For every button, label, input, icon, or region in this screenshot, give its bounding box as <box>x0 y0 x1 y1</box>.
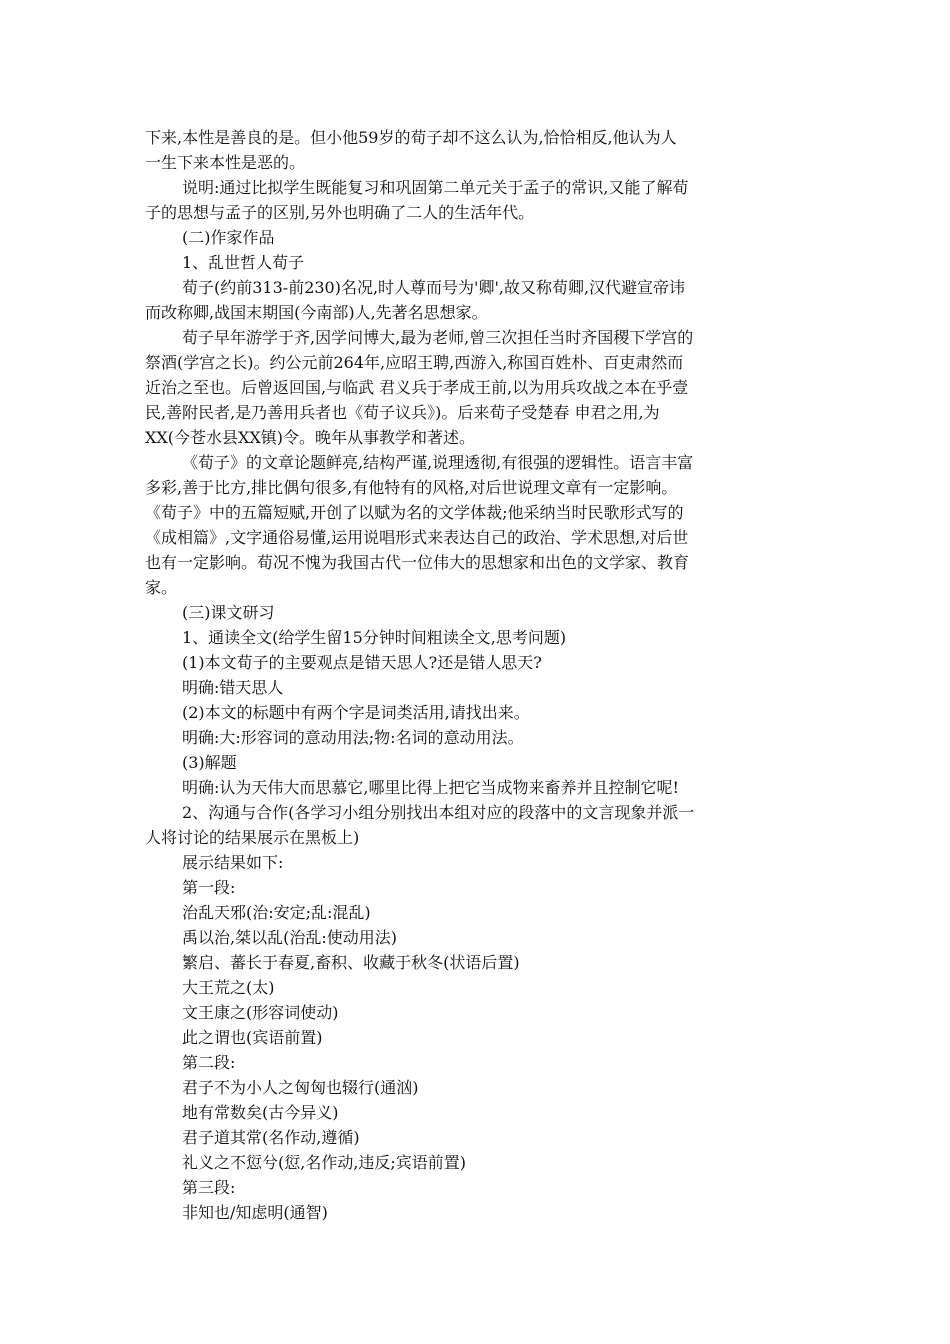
text-line: 大王荒之(太) <box>182 978 275 997</box>
text-line: 展示结果如下: <box>182 853 284 872</box>
text-line: 第二段: <box>182 1053 236 1072</box>
text-line: 荀子(约前313-前230)名况,时人尊而号为'卿',故又称荀卿,汉代避宣帝讳 <box>182 278 686 297</box>
text-line: (3)解题 <box>182 753 237 772</box>
text-line: 第三段: <box>182 1178 236 1197</box>
text-line: 禹以治,桀以乱(治乱:使动用法) <box>182 928 397 947</box>
text-line: 《荀子》中的五篇短赋,开创了以赋为名的文学体裁;他采纳当时民歌形式写的 <box>145 503 684 522</box>
text-line: (二)作家作品 <box>182 228 275 247</box>
text-line: 近治之至也。后曾返回国,与临武 君义兵于孝成王前,以为用兵攻战之本在乎壹 <box>145 378 689 397</box>
text-line: 《荀子》的文章论题鲜亮,结构严谨,说理透彻,有很强的逻辑性。语言丰富 <box>182 453 694 472</box>
text-line: 1、乱世哲人荀子 <box>182 253 305 272</box>
text-line: (1)本文荀子的主要观点是错天思人?还是错人思天? <box>182 653 542 672</box>
text-line: 《成相篇》,文字通俗易懂,运用说唱形式来表达自己的政治、学术思想,对后世 <box>145 528 689 547</box>
text-line: 此之谓也(宾语前置) <box>182 1028 323 1047</box>
text-line: 民,善附民者,是乃善用兵者也《荀子议兵》)。后来荀子受楚春 申君之用,为 <box>145 403 660 422</box>
text-line: 人将讨论的结果展示在黑板上) <box>145 828 360 847</box>
text-line: 文王康之(形容词使动) <box>182 1003 339 1022</box>
text-line: 礼义之不愆兮(愆,名作动,违反;宾语前置) <box>182 1153 467 1172</box>
text-line: 君子道其常(名作动,遵循) <box>182 1128 360 1147</box>
text-line: 说明:通过比拟学生既能复习和巩固第二单元关于孟子的常识,又能了解荀 <box>182 178 689 197</box>
text-line: 繁启、蕃长于春夏,畜积、收藏于秋冬(状语后置) <box>182 953 520 972</box>
text-line: 下来,本性是善良的是。但小他59岁的荀子却不这么认为,恰恰相反,他认为人 <box>145 128 677 147</box>
text-line: 家。 <box>145 578 178 597</box>
text-line: 明确:认为天伟大而思慕它,哪里比得上把它当成物来畜养并且控制它呢! <box>182 778 679 797</box>
text-line: 1、通读全文(给学生留15分钟时间粗读全文,思考问题) <box>182 628 567 647</box>
text-line: 非知也/知虑明(通智) <box>182 1203 328 1222</box>
text-line: 而改称卿,战国末期国(今南部)人,先著名思想家。 <box>145 303 488 322</box>
text-line: 第一段: <box>182 878 236 897</box>
text-line: 治乱天邪(治:安定;乱:混乱) <box>182 903 371 922</box>
text-line: 一生下来本性是恶的。 <box>145 153 306 172</box>
text-line: 明确:大:形容词的意动用法;物:名词的意动用法。 <box>182 728 524 747</box>
text-line: (三)课文研习 <box>182 603 275 622</box>
text-line: (2)本文的标题中有两个字是词类活用,请找出来。 <box>182 703 530 722</box>
text-line: 也有一定影响。荀况不愧为我国古代一位伟大的思想家和出色的文学家、教育 <box>145 553 690 572</box>
text-line: 地有常数矣(古今异义) <box>182 1103 339 1122</box>
text-line: 君子不为小人之匈匈也辍行(通汹) <box>182 1078 419 1097</box>
text-line: 2、沟通与合作(各学习小组分别找出本组对应的段落中的文言现象并派一 <box>182 803 695 822</box>
text-line: 多彩,善于比方,排比偶句很多,有他特有的风格,对后世说理文章有一定影响。 <box>145 478 678 497</box>
text-line: 明确:错天思人 <box>182 678 284 697</box>
document-page <box>145 125 807 1225</box>
text-line: XX(今苍水县XX镇)令。晚年从事教学和著述。 <box>145 428 476 447</box>
text-line: 子的思想与孟子的区别,另外也明确了二人的生活年代。 <box>145 203 535 222</box>
text-line: 祭酒(学宫之长)。约公元前264年,应昭王聘,西游入,称国百姓朴、百吏肃然而 <box>145 353 684 372</box>
text-line: 荀子早年游学于齐,因学问博大,最为老师,曾三次担任当时齐国稷下学宫的 <box>182 328 694 347</box>
